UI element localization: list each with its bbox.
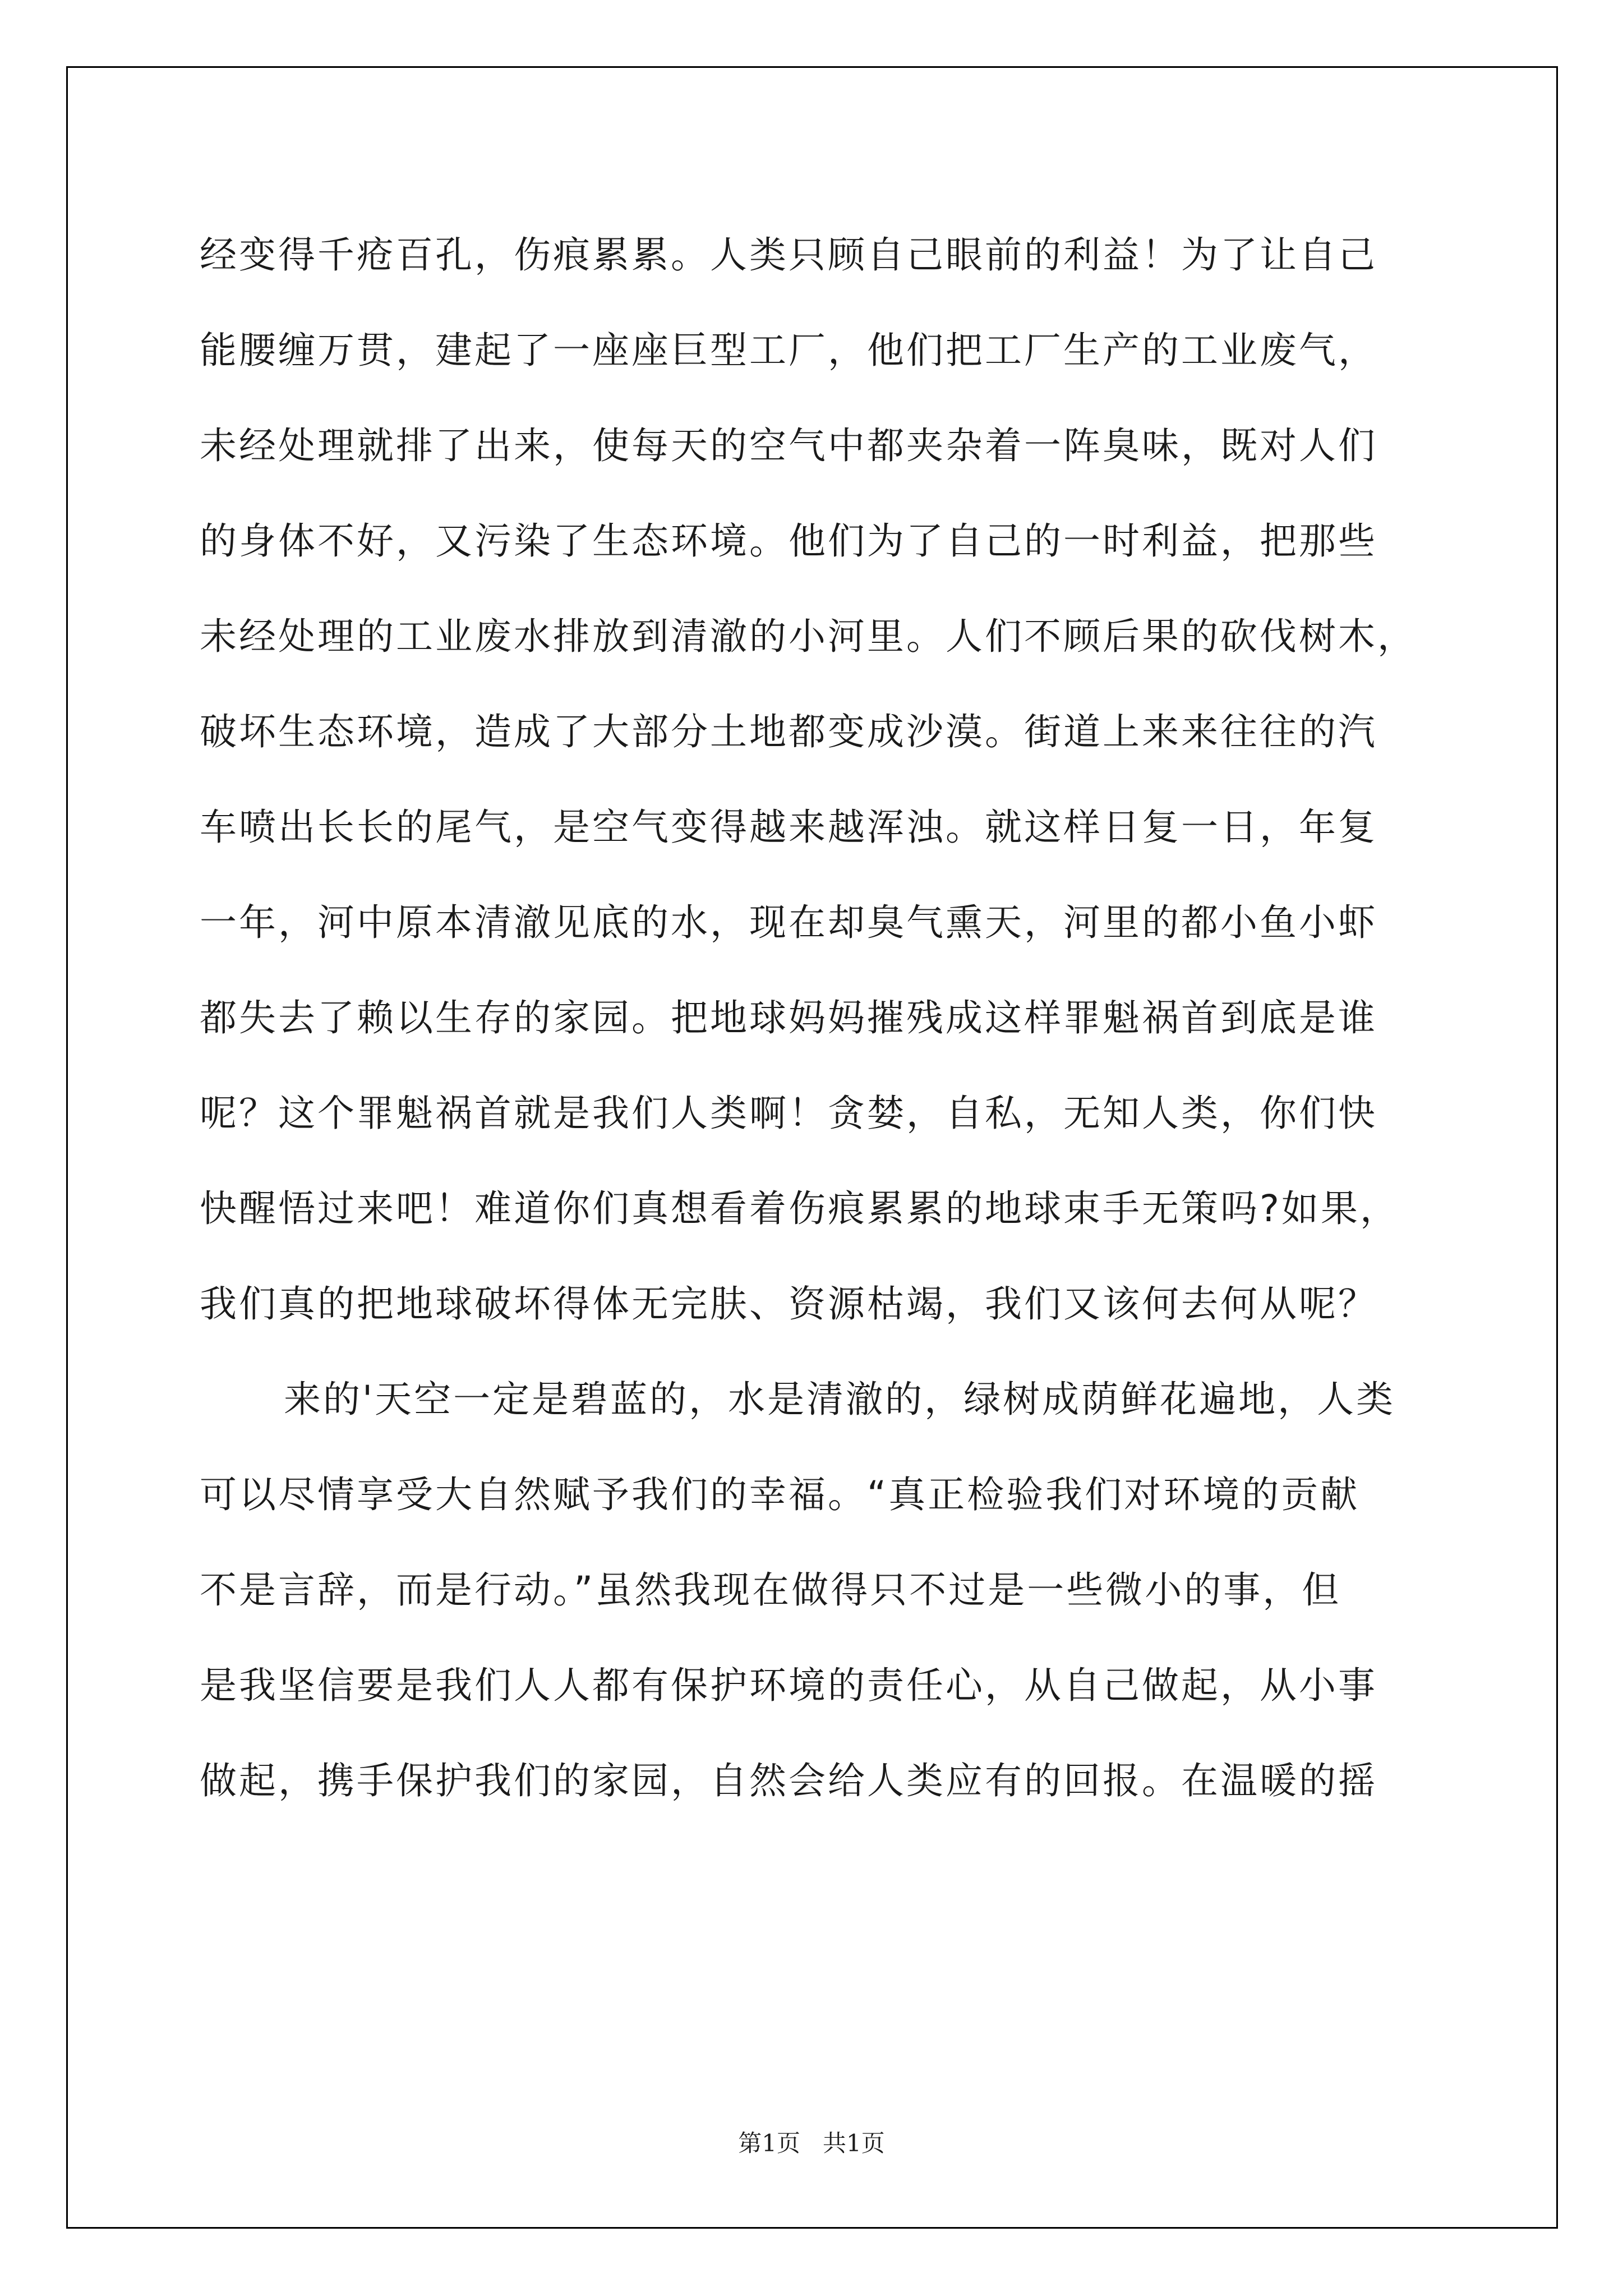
body-line: 一年，河中原本清澈见底的水，现在却臭气熏天，河里的都小鱼小虾: [200, 901, 1377, 944]
body-line: 都失去了赖以生存的家园。把地球妈妈摧残成这样罪魁祸首到底是谁: [200, 996, 1377, 1039]
body-line: 可以尽情享受大自然赋予我们的幸福。“真正检验我们对环境的贡献: [200, 1473, 1360, 1516]
body-line: 的身体不好，又污染了生态环境。他们为了自己的一时利益，把那些: [200, 519, 1377, 563]
page-total: 共1页: [823, 2129, 885, 2157]
body-line: 经变得千疮百孔，伤痕累累。人类只顾自己眼前的利益！为了让自己: [200, 233, 1377, 277]
page-footer: [0, 2125, 1623, 2159]
body-line: 做起，携手保护我们的家园，自然会给人类应有的回报。在温暖的摇: [200, 1759, 1377, 1802]
body-line: 车喷出长长的尾气，是空气变得越来越浑浊。就这样日复一日，年复: [200, 806, 1377, 849]
body-line: 是我坚信要是我们人人都有保护环境的责任心，从自己做起，从小事: [200, 1664, 1377, 1707]
paragraph-start-line: 来的'天空一定是碧蓝的，水是清澈的，绿树成荫鲜花遍地，人类: [284, 1378, 1396, 1421]
body-line: 未经处理就排了出来，使每天的空气中都夹杂着一阵臭味，既对人们: [200, 424, 1377, 467]
document-body: [200, 208, 1433, 1829]
body-line: 呢？这个罪魁祸首就是我们人类啊！贪婪，自私，无知人类，你们快: [200, 1092, 1377, 1135]
body-line: 我们真的把地球破坏得体无完肤、资源枯竭，我们又该何去何从呢？: [200, 1282, 1377, 1326]
body-line: 能腰缠万贯，建起了一座座巨型工厂，他们把工厂生产的工业废气，: [200, 329, 1377, 372]
body-line: 未经处理的工业废水排放到清澈的小河里。人们不顾后果的砍伐树木，: [200, 615, 1417, 658]
body-line: 破坏生态环境，造成了大部分土地都变成沙漠。街道上来来往往的汽: [200, 710, 1377, 753]
body-line: 不是言辞，而是行动。”虽然我现在做得只不过是一些微小的事，但: [200, 1568, 1341, 1612]
page-number: 第1页: [738, 2129, 800, 2157]
body-line: 快醒悟过来吧！难道你们真想看着伤痕累累的地球束手无策吗?如果，: [200, 1187, 1400, 1230]
